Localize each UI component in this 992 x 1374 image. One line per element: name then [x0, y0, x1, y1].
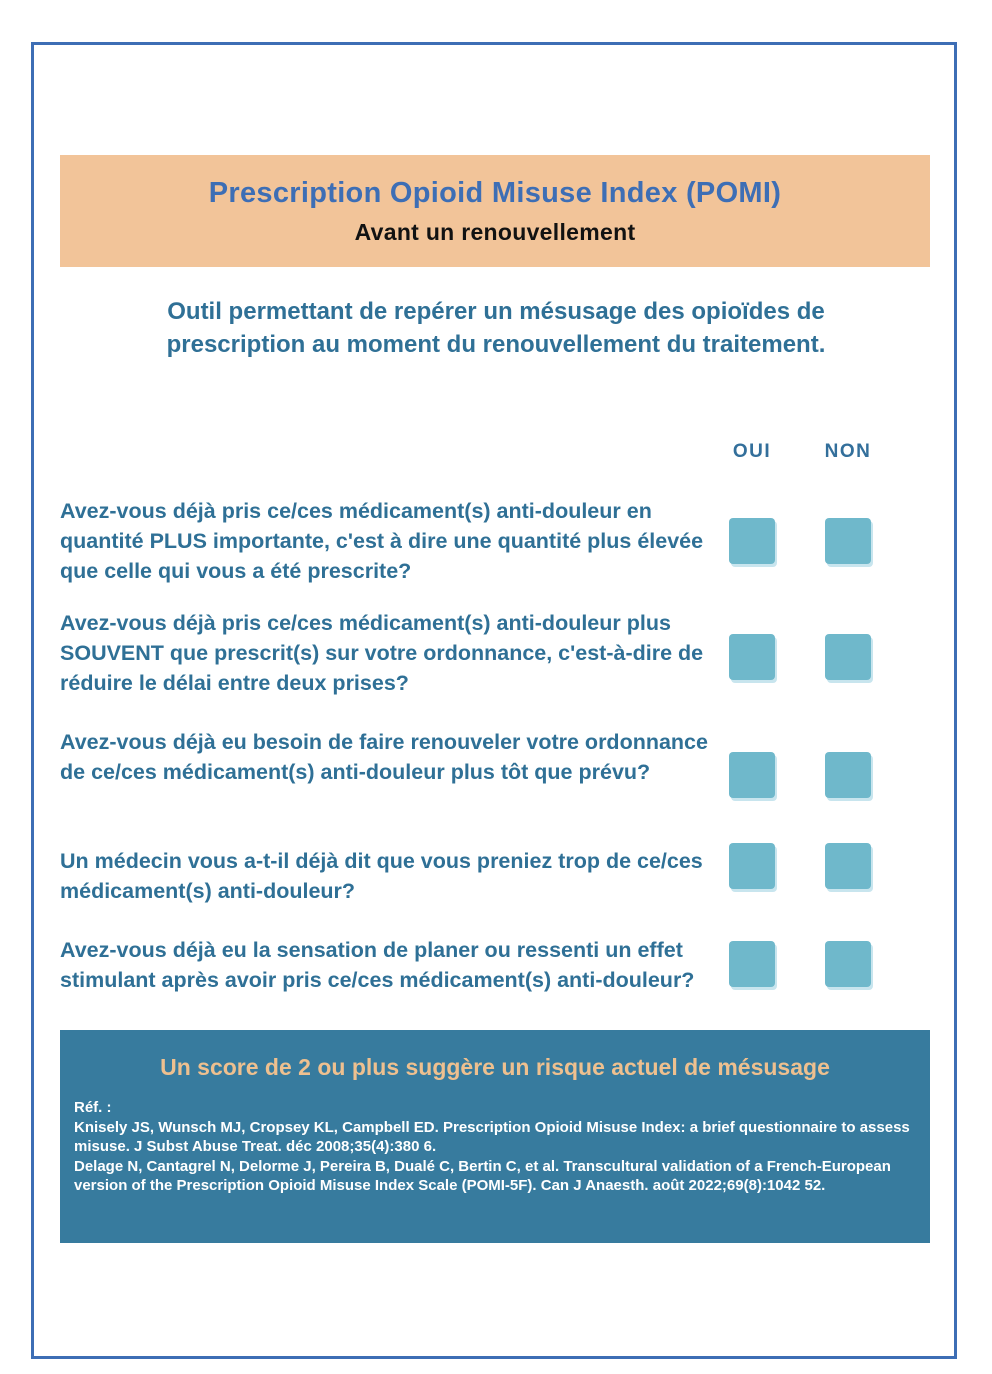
- reference-2: Delage N, Cantagrel N, Delorme J, Pereira B, Dualé C, Bertin C, et al. Transcultural validation of a French-European version of the Prescription Opioid Misuse Index Scale (POMI-5F). Can J Anaesth. août 2022;69(8):1042 52.: [74, 1157, 891, 1194]
- question-2-text: Avez-vous déjà pris ce/ces médicament(s) anti-douleur plus SOUVENT que prescrit(s) sur votre ordonnance, c'est-à-dire de réduire le délai entre deux prises?: [60, 611, 704, 695]
- question-5-text: Avez-vous déjà eu la sensation de planer ou ressenti un effet stimulant après avoir pris ce/ces médicament(s) anti-douleur?: [60, 938, 695, 992]
- question-4-no-checkbox[interactable]: [825, 843, 871, 889]
- reference-1: Knisely JS, Wunsch MJ, Cropsey KL, Campbell ED. Prescription Opioid Misuse Index: a brief questionnaire to assess misuse. J Subst Abuse Treat. déc 2008;35(4):380 6.: [74, 1118, 910, 1155]
- question-2-no-checkbox[interactable]: [825, 634, 871, 680]
- page-title: Prescription Opioid Misuse Index (POMI): [208, 176, 782, 209]
- question-3-text: Avez-vous déjà eu besoin de faire renouveler votre ordonnance de ce/ces médicament(s) anti-douleur plus tôt que prévu?: [60, 730, 708, 784]
- column-header-oui: OUI: [732, 441, 772, 462]
- question-1-text: Avez-vous déjà pris ce/ces médicament(s) anti-douleur en quantité PLUS importante, c'est à dire une quantité plus élevée que celle qui vous a été prescrite?: [60, 499, 704, 583]
- question-2-yes-checkbox[interactable]: [729, 634, 775, 680]
- question-3-yes-checkbox[interactable]: [729, 752, 775, 798]
- question-5-no-checkbox[interactable]: [825, 941, 871, 987]
- question-4-text: Un médecin vous a-t-il déjà dit que vous preniez trop de ce/ces médicament(s) anti-douleur?: [60, 849, 703, 903]
- header-band: [60, 155, 930, 267]
- question-1-yes-checkbox[interactable]: [729, 518, 775, 564]
- column-header-non: NON: [824, 441, 872, 462]
- score-rule-heading: Un score de 2 ou plus suggère un risque actuel de mésusage: [160, 1054, 830, 1080]
- intro-text: Outil permettant de repérer un mésusage des opioïdes de prescription au moment du renouvellement du traitement.: [166, 298, 826, 358]
- question-3-no-checkbox[interactable]: [825, 752, 871, 798]
- question-5-yes-checkbox[interactable]: [729, 941, 775, 987]
- question-1-no-checkbox[interactable]: [825, 518, 871, 564]
- references-label: Réf. :: [74, 1099, 112, 1116]
- question-4-yes-checkbox[interactable]: [729, 843, 775, 889]
- page-subtitle: Avant un renouvellement: [354, 218, 636, 245]
- references-block: [74, 1098, 918, 1196]
- score-footer-box: [60, 1030, 930, 1243]
